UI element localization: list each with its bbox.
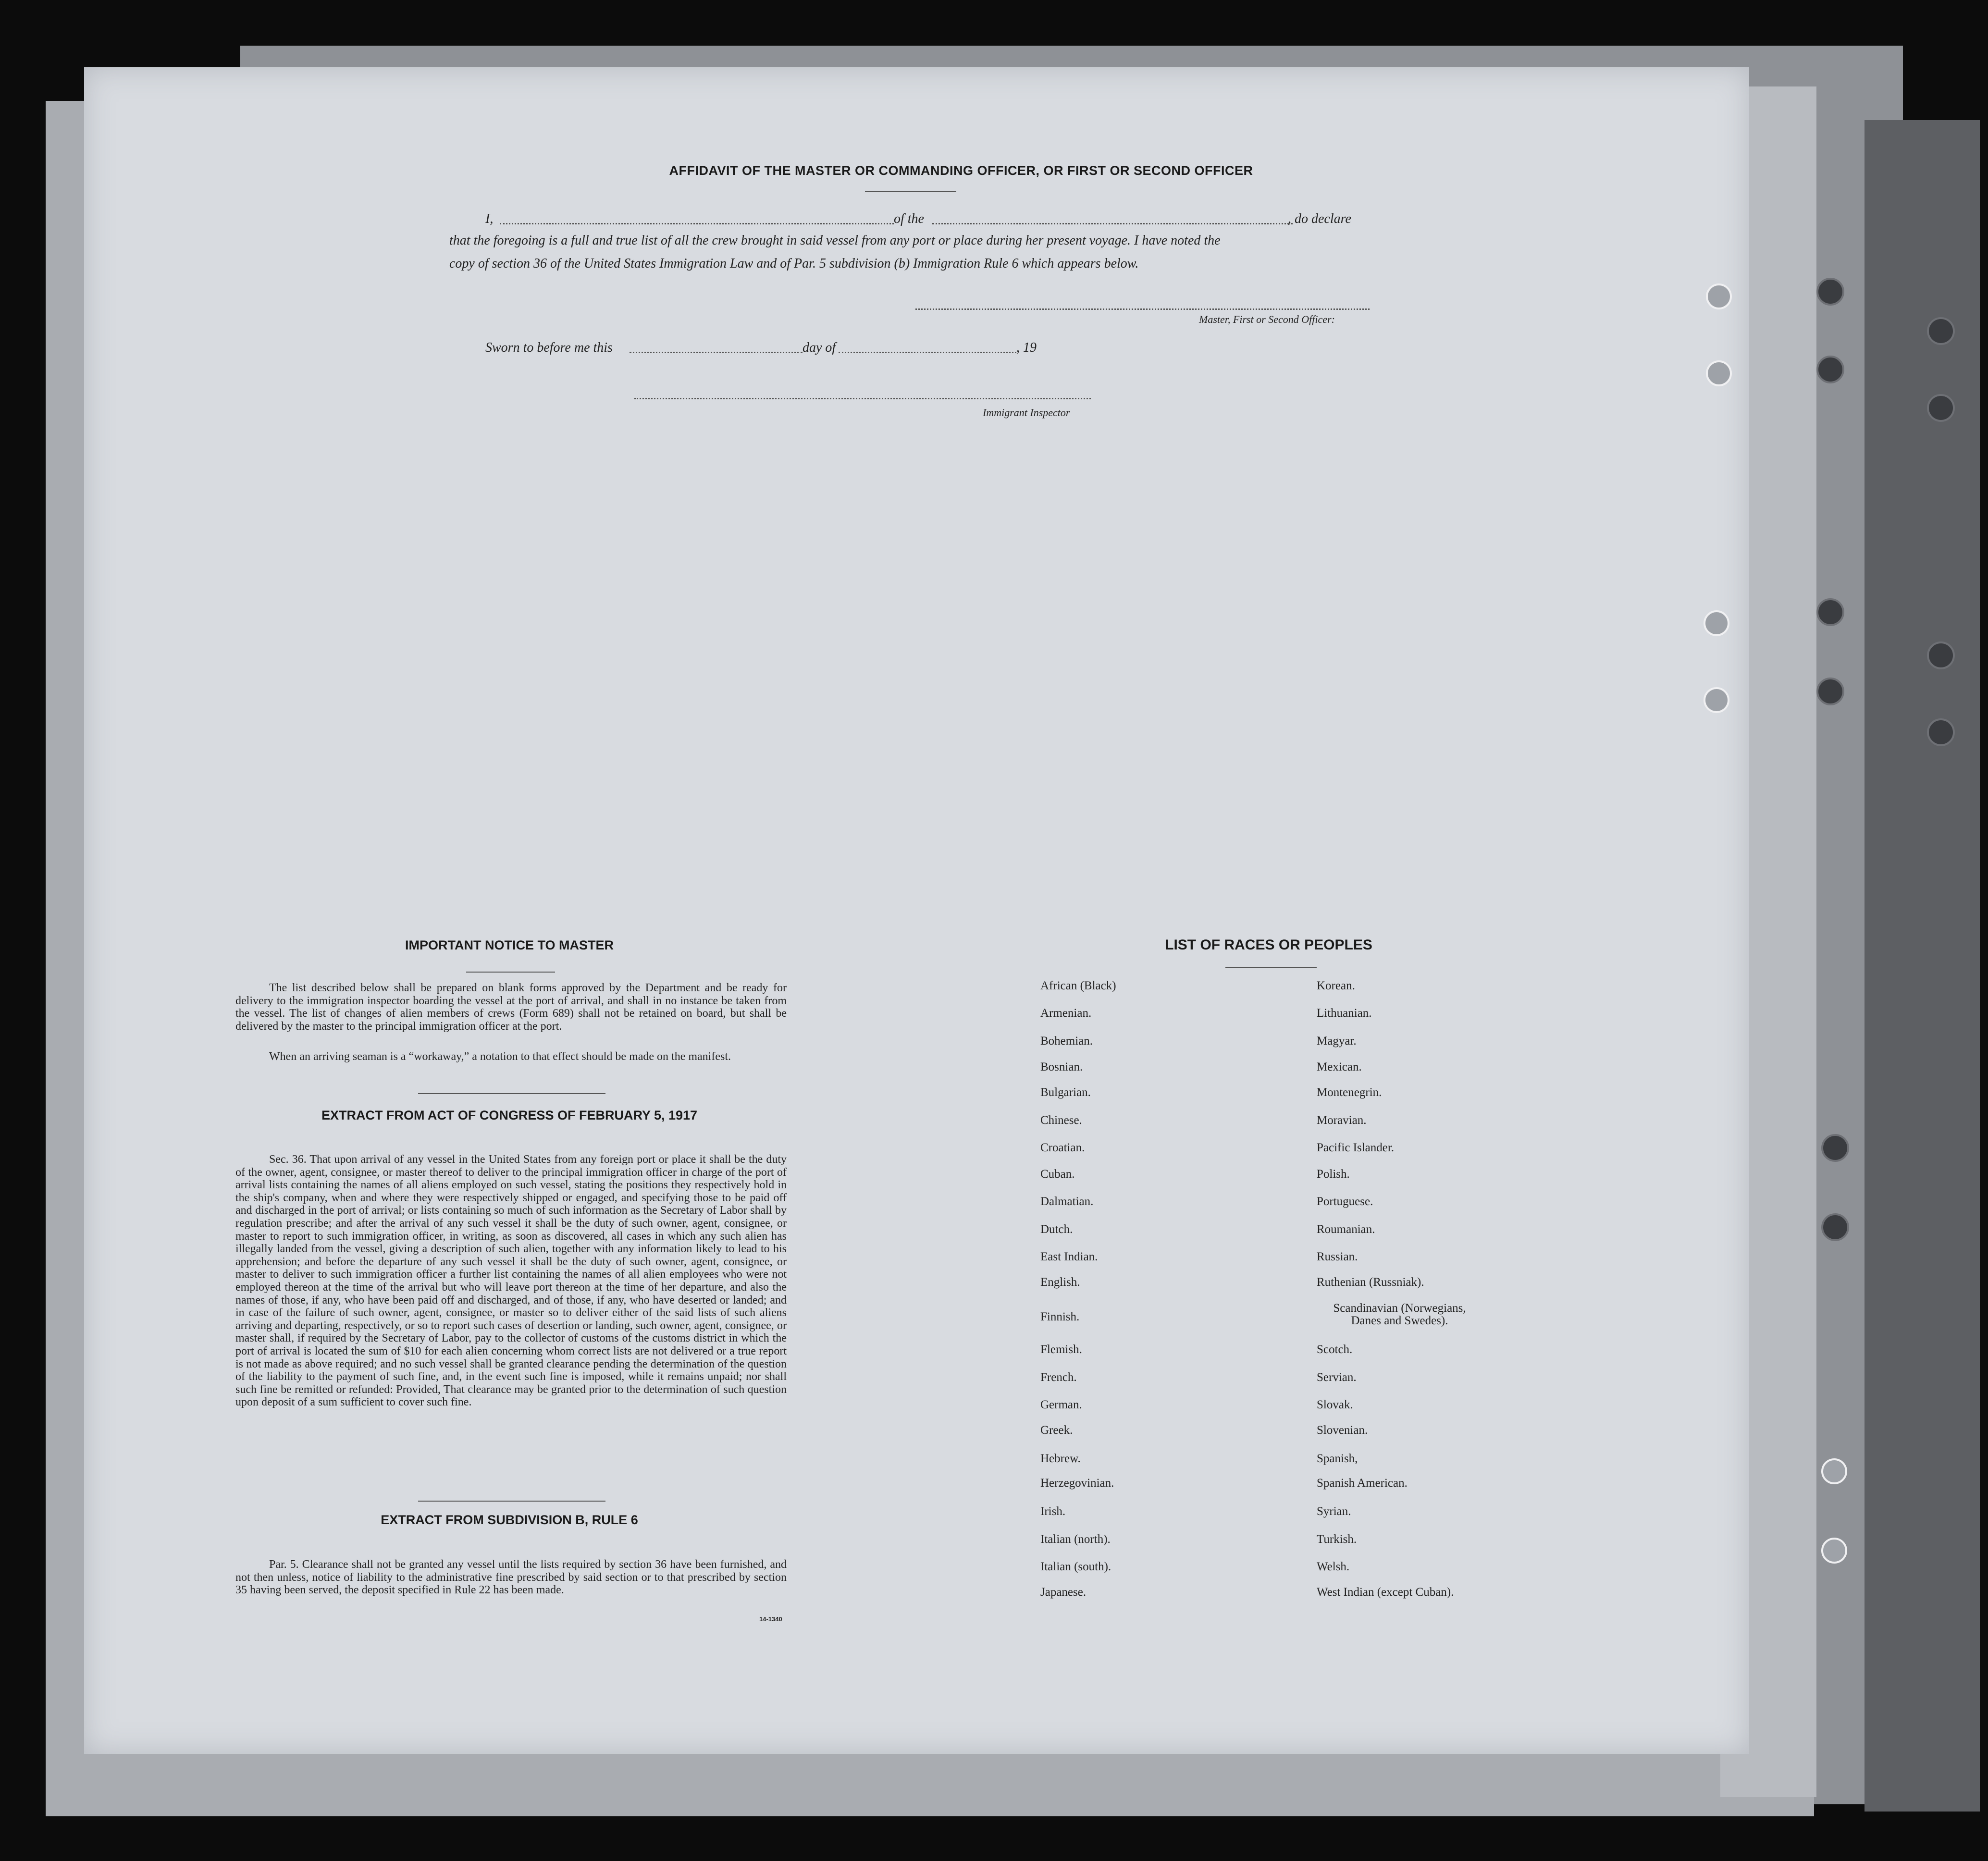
race-item: Italian (north). bbox=[1040, 1533, 1111, 1546]
race-item: Greek. bbox=[1040, 1424, 1073, 1437]
notice-paragraph-2: When an arriving seaman is a “workaway,” a notation to that effect should be made on the manifest. bbox=[269, 1050, 731, 1063]
race-item: Bosnian. bbox=[1040, 1060, 1083, 1073]
race-item: Moravian. bbox=[1317, 1114, 1367, 1127]
extract-act-text: Sec. 36. That upon arrival of any vessel in the United States from any foreign port or place it shall be the duty of the owner, agent, consignee, or master thereof to deliver to the principal immigration officer in charge of the port of arrival lists containing the names of all aliens employed on such vessel, stating the positions they respectively hold in the ship's company, when and where they were respectively shipped or engaged, and specifying those to be paid off and discharged in the port of arrival; or lists containing so much of such information as the Secretary of Labor shall by regulation prescribe; and after the arrival of any such vessel it shall be the duty of such owner, agent, consignee, or master to report to such immigration officer, in writing, as soon as discovered, all cases in which any such alien has illegally landed from the vessel, giving a description of such alien, together with any information likely to lead to his apprehension; and before the departure of any such vessel it shall be the duty of such owner, agent, consignee, or master to deliver to such immigration officer a further list containing the names of all alien employees who were not employed thereon at the time of the arrival but who will leave port thereon at the time of her departure, and also the names of those, if any, who have been paid off and discharged, and of those, if any, who have deserted or landed; and in case of the failure of such owner, agent, consignee, or master so to deliver either of the said lists of such aliens arriving and departing, respectively, or so to report such cases of desertion or landing, such owner, agent, consignee, or master shall, if required by the Secretary of Labor, pay to the collector of customs of the customs district in which the port of arrival is located the sum of $10 for each alien concerning whom correct lists are not delivered or a true report is not made as above required; and no such vessel shall be granted clearance pending the determination of the question of the liability to the payment of such fine, and, in the event such fine is imposed, while it remains unpaid; nor shall such fine be remitted or refunded: Provided, That clearance may be granted prior to the determination of such question upon deposit of a sum sufficient to cover such fine. bbox=[235, 1153, 787, 1409]
race-item: Herzegovinian. bbox=[1040, 1477, 1114, 1490]
race-item: English. bbox=[1040, 1276, 1080, 1289]
race-item: Korean. bbox=[1317, 979, 1355, 992]
race-item: Spanish, bbox=[1317, 1452, 1358, 1465]
punch-hole-icon bbox=[1816, 598, 1844, 626]
race-item: Roumanian. bbox=[1317, 1223, 1375, 1236]
punch-hole-icon bbox=[1816, 356, 1844, 383]
affidavit-line-2: that the foregoing is a full and true list of all the crew brought in said vessel from any port or place during her present voyage. I have noted the bbox=[449, 233, 1221, 248]
blank-vessel-field bbox=[932, 223, 1293, 224]
race-item: Montenegrin. bbox=[1317, 1086, 1382, 1099]
race-item: Turkish. bbox=[1317, 1533, 1357, 1546]
race-item: Bulgarian. bbox=[1040, 1086, 1091, 1099]
punch-hole-icon bbox=[1821, 1213, 1849, 1241]
affidavit-line-1-of-the: of the bbox=[894, 211, 924, 226]
punch-hole-icon bbox=[1816, 678, 1844, 705]
punch-hole-icon bbox=[1927, 394, 1955, 422]
inspector-caption: Immigrant Inspector bbox=[983, 407, 1070, 419]
race-item: Pacific Islander. bbox=[1317, 1141, 1395, 1154]
divider bbox=[418, 1093, 605, 1094]
race-item: Ruthenian (Russniak). bbox=[1317, 1276, 1424, 1289]
extract-rule-title: EXTRACT FROM SUBDIVISION B, RULE 6 bbox=[381, 1513, 638, 1527]
race-item: Hebrew. bbox=[1040, 1452, 1081, 1465]
race-item: French. bbox=[1040, 1371, 1077, 1384]
punch-hole-icon bbox=[1927, 317, 1955, 345]
race-item: Croatian. bbox=[1040, 1141, 1085, 1154]
race-item: Japanese. bbox=[1040, 1586, 1087, 1599]
race-item: Dalmatian. bbox=[1040, 1195, 1094, 1208]
race-item: Chinese. bbox=[1040, 1114, 1082, 1127]
punch-hole-icon bbox=[1821, 1538, 1847, 1564]
race-item: Scotch. bbox=[1317, 1343, 1353, 1356]
race-item: Servian. bbox=[1317, 1371, 1357, 1384]
race-item: German. bbox=[1040, 1398, 1082, 1411]
race-item: Magyar. bbox=[1317, 1035, 1357, 1048]
race-item: Irish. bbox=[1040, 1505, 1066, 1518]
race-item: West Indian (except Cuban). bbox=[1317, 1586, 1454, 1599]
punch-hole-icon bbox=[1927, 718, 1955, 746]
inspector-signature-line bbox=[634, 398, 1091, 399]
race-item: Finnish. bbox=[1040, 1310, 1080, 1323]
punch-hole-icon bbox=[1706, 360, 1732, 386]
year-prefix: , 19 bbox=[1016, 340, 1037, 355]
race-item: Scandinavian (Norwegians, Danes and Swedes). bbox=[1333, 1302, 1466, 1327]
punch-hole-icon bbox=[1704, 610, 1729, 636]
race-item: Welsh. bbox=[1317, 1560, 1350, 1573]
race-item: Italian (south). bbox=[1040, 1560, 1111, 1573]
race-item: Armenian. bbox=[1040, 1007, 1092, 1020]
divider bbox=[466, 972, 555, 973]
divider bbox=[1225, 967, 1317, 968]
race-item: African (Black) bbox=[1040, 979, 1116, 992]
race-item: Mexican. bbox=[1317, 1060, 1362, 1073]
race-item: Russian. bbox=[1317, 1250, 1358, 1263]
form-number: 14-1340 bbox=[759, 1615, 782, 1623]
race-item: Flemish. bbox=[1040, 1343, 1082, 1356]
race-item: Lithuanian. bbox=[1317, 1007, 1372, 1020]
master-signature-caption: Master, First or Second Officer: bbox=[1199, 313, 1335, 325]
day-of-label: day of bbox=[803, 340, 836, 355]
notice-paragraph-1: The list described below shall be prepared on blank forms approved by the Department and be ready for delivery to the immigration inspector boarding the vessel at the port of arrival, and shall in no instance be taken from the vessel. The list of changes of alien members of crews (Form 689) shall not be retained on board, but shall be delivered by the master to the principal immigration officer at the port. bbox=[235, 982, 787, 1033]
race-item: Bohemian. bbox=[1040, 1035, 1093, 1048]
notice-title: IMPORTANT NOTICE TO MASTER bbox=[405, 938, 614, 952]
blank-month-field bbox=[839, 352, 1016, 353]
race-item: Slovak. bbox=[1317, 1398, 1353, 1411]
divider bbox=[418, 1501, 605, 1502]
affidavit-line-1-declare: , do declare bbox=[1288, 211, 1351, 226]
race-item: Syrian. bbox=[1317, 1505, 1351, 1518]
affidavit-line-3: copy of section 36 of the United States Immigration Law and of Par. 5 subdivision (b) Immigration Rule 6 which appears below. bbox=[449, 256, 1139, 271]
punch-hole-icon bbox=[1704, 687, 1729, 713]
race-item: Slovenian. bbox=[1317, 1424, 1368, 1437]
punch-hole-icon bbox=[1821, 1458, 1847, 1484]
race-item: Dutch. bbox=[1040, 1223, 1073, 1236]
binder-edge bbox=[1865, 120, 1980, 1812]
master-signature-line bbox=[915, 308, 1370, 310]
punch-hole-icon bbox=[1821, 1134, 1849, 1162]
race-item: Polish. bbox=[1317, 1168, 1350, 1181]
divider bbox=[865, 191, 956, 192]
punch-hole-icon bbox=[1927, 641, 1955, 669]
punch-hole-icon bbox=[1706, 283, 1732, 309]
affidavit-title: AFFIDAVIT OF THE MASTER OR COMMANDING OFFICER, OR FIRST OR SECOND OFFICER bbox=[669, 163, 1253, 178]
extract-rule-text: Par. 5. Clearance shall not be granted any vessel until the lists required by section 36 have been furnished, and not then unless, notice of liability to the administrative fine prescribed by said section or to that prescribed by section 35 having been served, the deposit specified in Rule 22 has been made. bbox=[235, 1558, 787, 1597]
race-item: Cuban. bbox=[1040, 1168, 1075, 1181]
affidavit-line-1-start: I, bbox=[485, 211, 494, 226]
punch-hole-icon bbox=[1816, 278, 1844, 306]
sworn-label: Sworn to before me this bbox=[485, 340, 613, 355]
races-title: LIST OF RACES OR PEOPLES bbox=[1165, 937, 1372, 953]
blank-name-field bbox=[500, 223, 894, 224]
document-page bbox=[84, 67, 1749, 1754]
race-item: Spanish American. bbox=[1317, 1477, 1408, 1490]
race-item: Portuguese. bbox=[1317, 1195, 1373, 1208]
blank-day-field bbox=[630, 352, 803, 353]
race-item: East Indian. bbox=[1040, 1250, 1098, 1263]
extract-act-title: EXTRACT FROM ACT OF CONGRESS OF FEBRUARY 5, 1917 bbox=[321, 1108, 698, 1122]
